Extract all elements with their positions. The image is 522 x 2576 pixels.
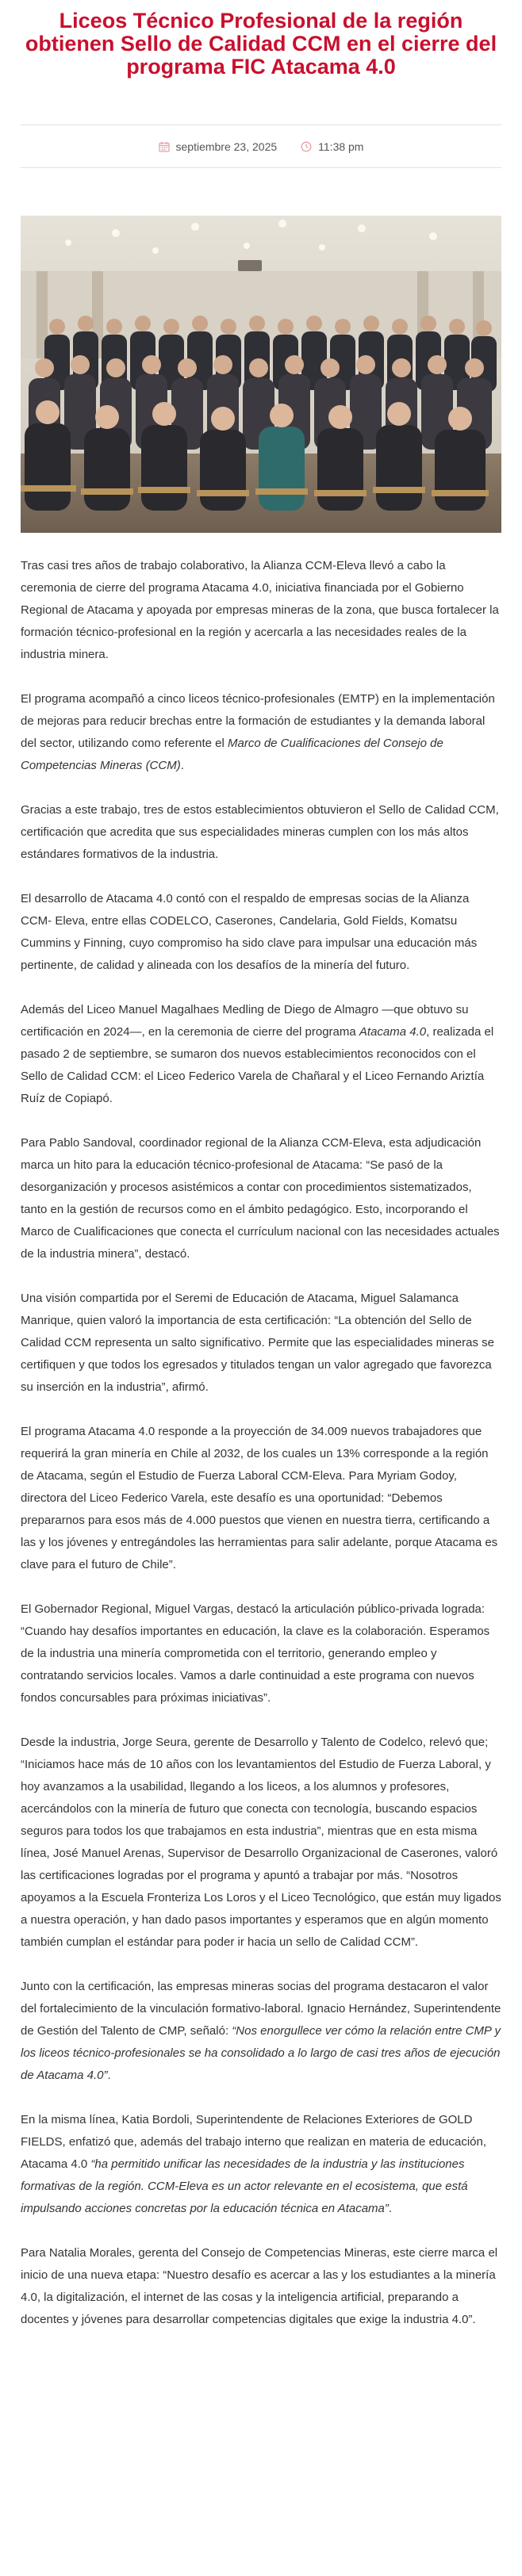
publish-date [159, 140, 278, 153]
paragraph: Tras casi tres años de trabajo colaborativo, la Alianza CCM-Eleva llevó a cabo la ceremonia de cierre del programa Atacama 4.0, iniciativa financiada por el Gobierno Regional de Atacama y apoyada por empresas mineras de la zona, que busca fortalecer la formación técnico-profesional en la región y acercarla a las necesidades reales de la industria minera. [21, 559, 499, 661]
paragraph: El programa acompañó a cinco liceos técnico-profesionales (EMTP) en la implementación de mejoras para reducir brechas entre la formación de estudiantes y la demanda laboral del sector, utilizando como referente el Marco de Cualificaciones del Consejo de Competencias Mineras (CCM). [21, 692, 495, 772]
paragraph: Además del Liceo Manuel Magalhaes Medling de Diego de Almagro —que obtuvo su certificación en 2024—, en la ceremonia de cierre del programa Atacama 4.0, realizada el pasado 2 de septiembre, se sumaron dos nuevos establecimientos reconocidos con el Sello de Calidad CCM: el Liceo Federico Varela de Chañaral y el Liceo Fernando Ariztía Ruíz de Copiapó. [21, 1003, 494, 1105]
paragraph: El Gobernador Regional, Miguel Vargas, destacó la articulación público-privada lograda: “Cuando hay desafíos importantes en educación, la clave es la colaboración. Esperamos de la industria una minería comprometida con el territorio, generando empleo y contratando servicios locales. Vamos a darle continuidad a este programa con nuevos fondos concursables para próximas iniciativas”. [21, 1602, 490, 1705]
publish-date-text: septiembre 23, 2025 [175, 140, 278, 153]
article-body [0, 533, 522, 2331]
publish-time-text: 11:38 pm [318, 140, 364, 153]
article-title: Liceos Técnico Profesional de la región obtienen Sello de Calidad CCM en el cierre del programa FIC Atacama 4.0 [25, 9, 497, 78]
calendar-icon [159, 141, 170, 152]
paragraph: Una visión compartida por el Seremi de Educación de Atacama, Miguel Salamanca Manrique, quien valoró la importancia de esta certificación: “La obtención del Sello de Calidad CCM representa un salto significativo. Permite que las especialidades mineras se certifiquen y que todos los egresados y titulados tengan un valor agregado que favorezca su inserción en la industria”, afirmó. [21, 1292, 494, 1394]
publish-time [301, 140, 363, 153]
article-photo [21, 216, 501, 533]
group-photo-illustration [21, 216, 501, 533]
article-meta [21, 124, 501, 168]
paragraph: Para Pablo Sandoval, coordinador regional de la Alianza CCM-Eleva, esta adjudicación marca un hito para la educación técnico-profesional de Atacama: “Se pasó de la desorganización y procesos asistémicos a contar con procedimientos sistematizados, tanto en la gestión de recursos como en el ámbito pedagógico. Esto, incorporando el Marco de Cualificaciones que conecta el currículum nacional con las necesidades actuales de la industria minera”, destacó. [21, 1136, 500, 1261]
paragraph: Junto con la certificación, las empresas mineras socias del programa destacaron el valor del fortalecimiento de la vinculación formativo-laboral. Ignacio Hernández, Superintendente de Gestión del Talento de CMP, señaló: “Nos enorgullece ver cómo la relación entre CMP y los liceos técnico-profesionales se ha consolidado a lo largo de casi tres años de ejecución de Atacama 4.0”. [21, 1980, 501, 2082]
paragraph: El desarrollo de Atacama 4.0 contó con el respaldo de empresas socias de la Alianza CCM- Eleva, entre ellas CODELCO, Caserones, Candelaria, Gold Fields, Komatsu Cummins y Finning, cuyo compromiso ha sido clave para impulsar una educación más pertinente, de calidad y alineada con los desafíos de la minería del futuro. [21, 892, 478, 972]
paragraph: El programa Atacama 4.0 responde a la proyección de 34.009 nuevos trabajadores que requerirá la gran minería en Chile al 2032, de los cuales un 13% corresponde a la región de Atacama, según el Estudio de Fuerza Laboral CCM-Eleva. Para Myriam Godoy, directora del Liceo Federico Varela, este desafío es una oportunidad: “Debemos prepararnos para esos más de 4.000 puestos que vienen en nuestra tierra, certificando a las y los jóvenes y entregándoles las herramientas para salir adelante, porque Atacama es clave para el futuro de Chile”. [21, 1425, 498, 1571]
paragraph: En la misma línea, Katia Bordoli, Superintendente de Relaciones Exteriores de GOLD FIELDS, enfatizó que, además del trabajo interno que realizan en materia de educación, Atacama 4.0 “ha permitido unificar las necesidades de la industria y las instituciones formativas de la región. CCM-Eleva es un actor relevante en el ecosistema, que está impulsando acciones concretas por la educación técnica en Atacama”. [21, 2113, 487, 2215]
paragraph: Gracias a este trabajo, tres de estos establecimientos obtuvieron el Sello de Calidad CCM, certificación que acredita que sus especialidades mineras cumplen con los más altos estándares formativos de la industria. [21, 803, 499, 861]
paragraph: Desde la industria, Jorge Seura, gerente de Desarrollo y Talento de Codelco, relevó que; “Iniciamos hace más de 10 años con los levantamientos del Estudio de Fuerza Laboral, y hoy avanzamos a la usabilidad, llegando a los liceos, a los alumnos y profesores, acercándolos con la minería de futuro que conecta con tecnología, buscando espacios seguros para todos los que trabajamos en esta industria”, mientras que en esta misma línea, José Manuel Arenas, Supervisor de Desarrollo Organizacional de Caserones, valoró las certificaciones logradas por el programa y apuntó a trabajar por más. “Nosotros apoyamos a la Escuela Fronteriza Los Loros y el Liceo Tecnológico, que están muy ligados a nuestra operación, y han dado pasos importantes y esperamos que en algún momento también cumplan el estándar para poder ir hacia un sello de Calidad CCM”. [21, 1736, 501, 1949]
paragraph: Para Natalia Morales, gerenta del Consejo de Competencias Mineras, este cierre marca el inicio de una nueva etapa: “Nuestro desafío es acercar a las y los estudiantes a la minería 4.0, la digitalización, el internet de las cosas y la inteligencia artificial, preparando a docentes y jóvenes para desarrollar competencias digitales que exige la industria 4.0”. [21, 2246, 498, 2326]
clock-icon [301, 141, 312, 152]
